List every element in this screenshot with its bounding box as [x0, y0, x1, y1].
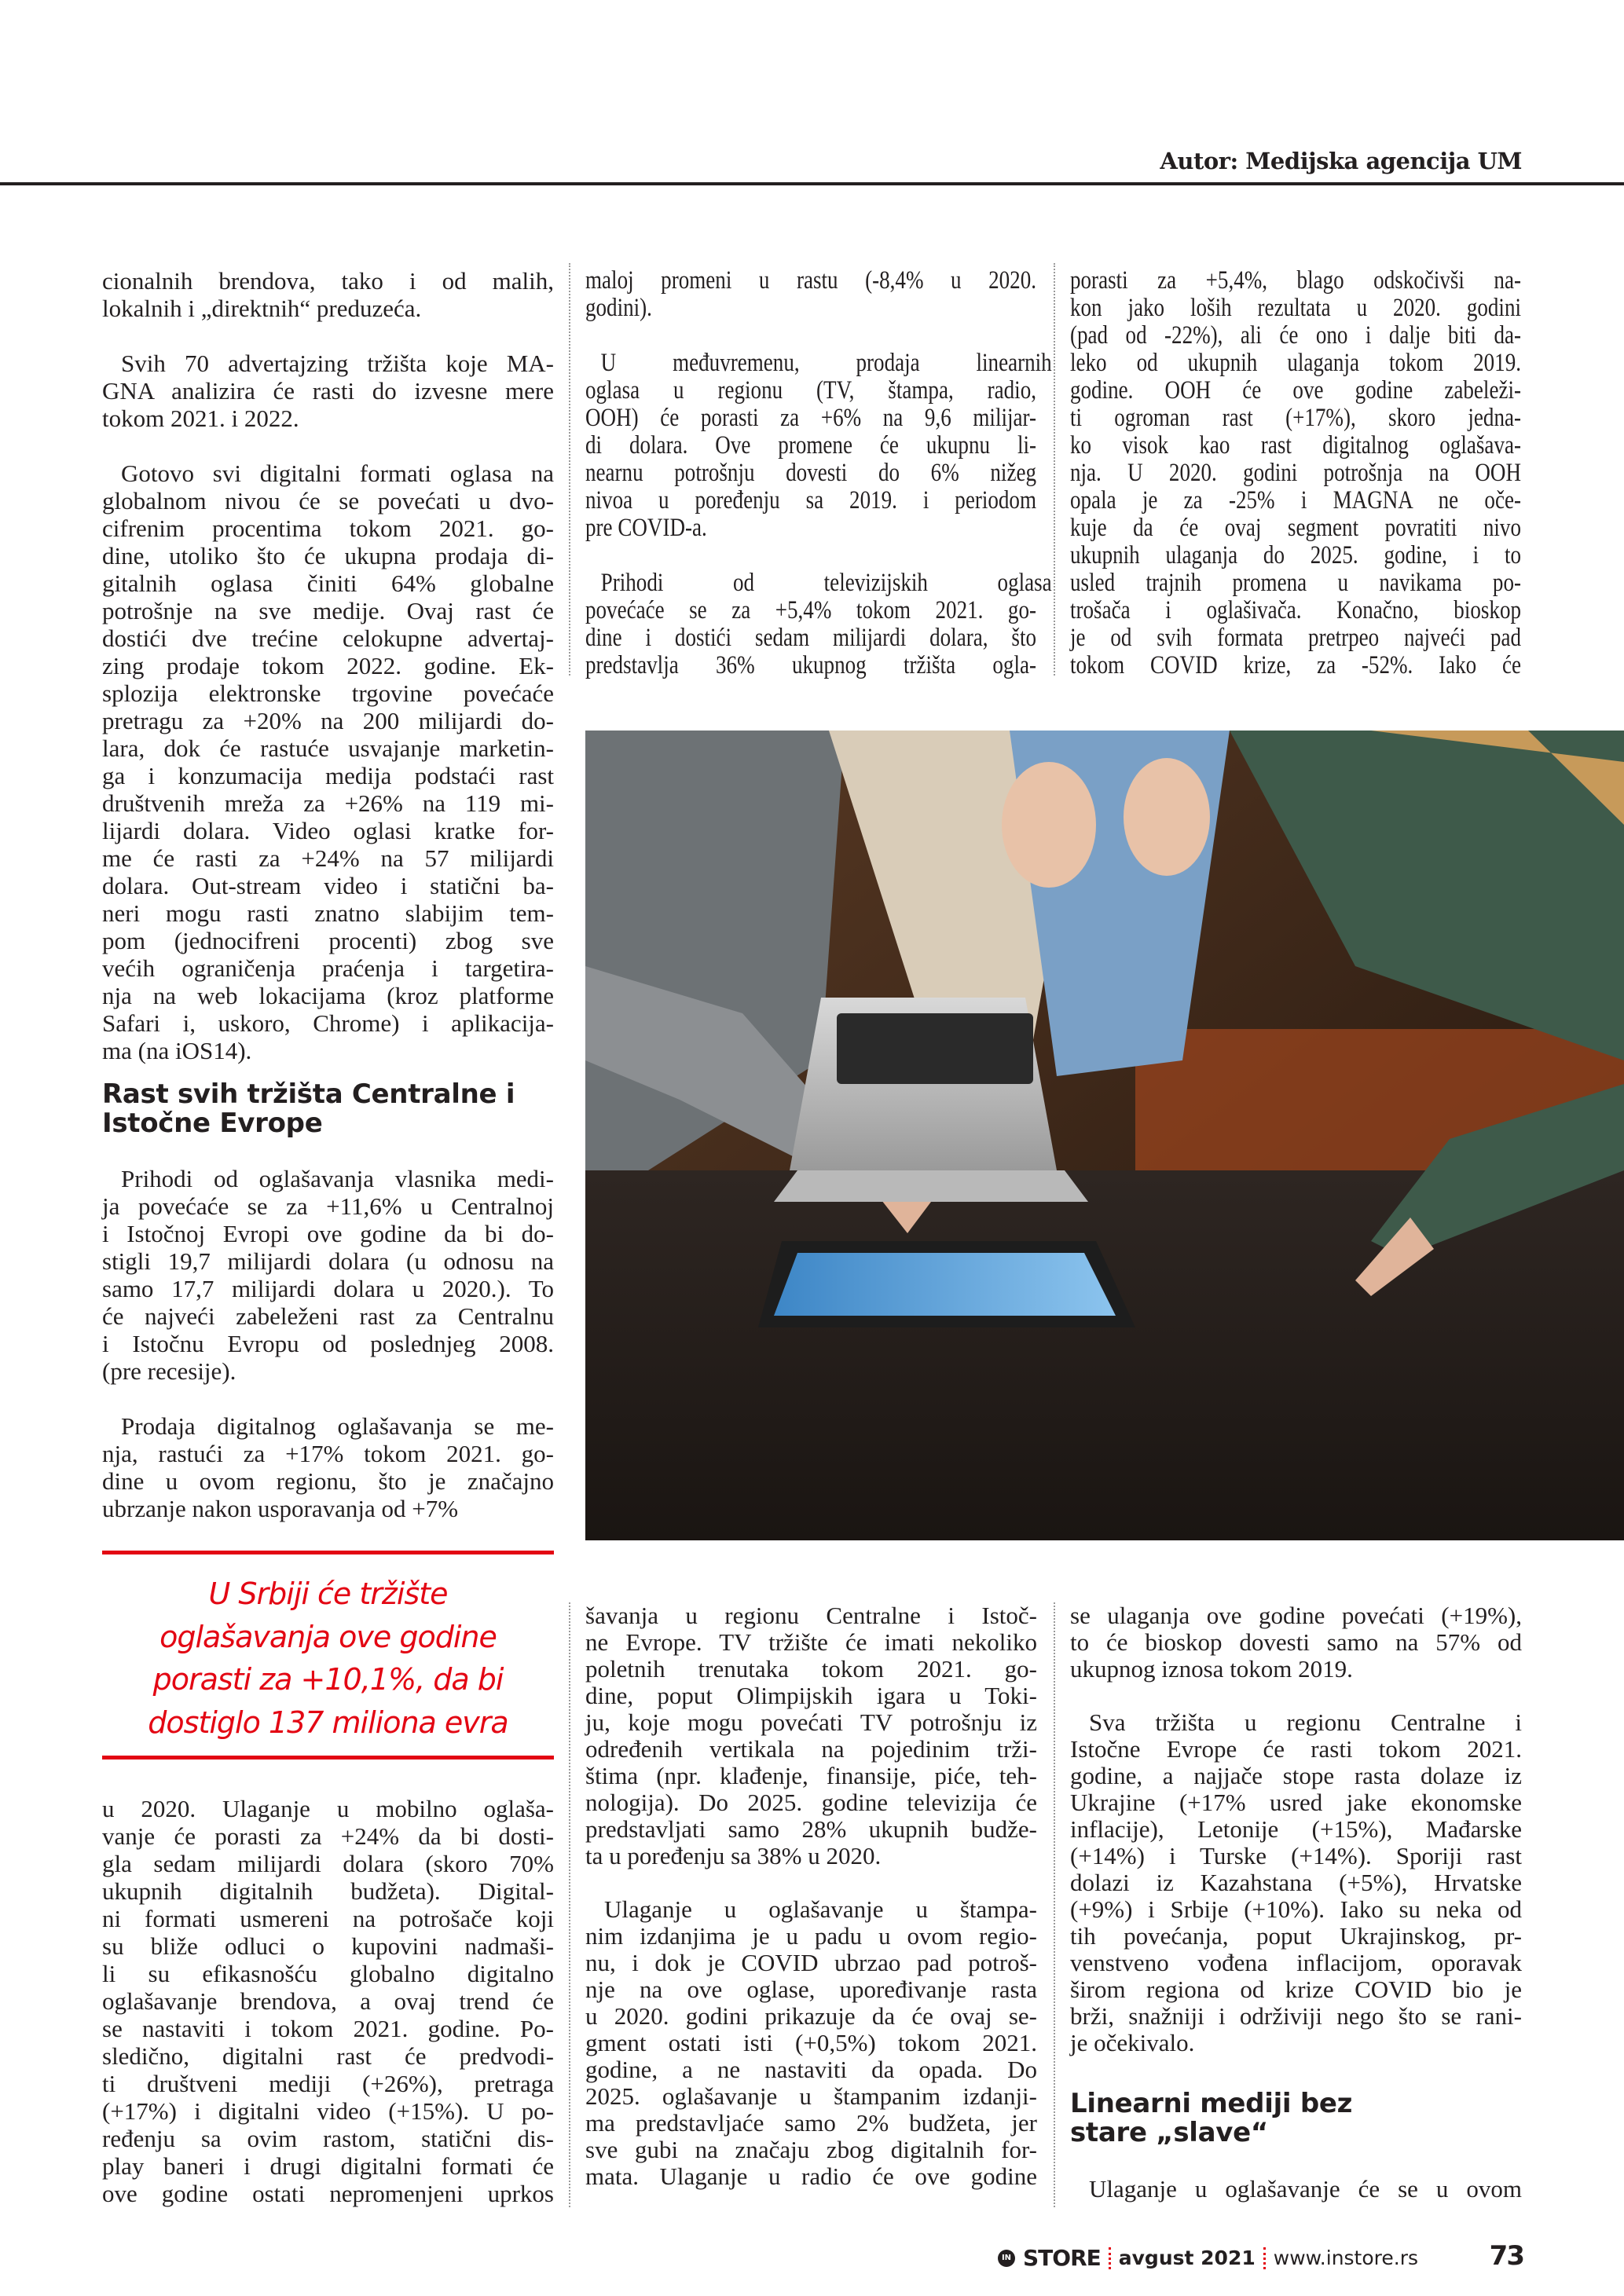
text-line: je od svih formata pretrpeo najveći pad: [1070, 624, 1521, 652]
text-line: predstavlja 36% ukupnog tržišta ogla-: [585, 651, 1036, 679]
text-line: opala je za -25% i MAGNA ne oče-: [1070, 486, 1521, 514]
photo-people-pointing-at-laptop: [585, 731, 1624, 1540]
text-line: nivoa u poređenju sa 2019. i periodom: [585, 486, 1036, 514]
text-line: trošača i oglašivača. Konačno, bioskop: [1070, 596, 1521, 624]
text-line: nearnu potrošnju dovesti do 6% nižeg: [585, 459, 1036, 487]
column-3-bottom: [1070, 1602, 1522, 2083]
pull-quote-rule-bottom: [102, 1756, 554, 1760]
text-line: gla sedam milijardi dolara (skoro 70%: [102, 1850, 554, 1877]
column-1-bottom: [102, 1795, 554, 2235]
text-line: ma predstavljaće samo 2% budžeta, jer: [585, 2109, 1037, 2137]
text-line: nja na web lokacijama (kroz platforme: [102, 982, 554, 1009]
heading-line: Istočne Evrope: [102, 1108, 323, 1139]
text-line: neri mogu rasti znatno slabijim tem-: [102, 899, 554, 927]
heading-line: U Srbiji će tržište: [208, 1576, 448, 1611]
text-line: šavanja u regionu Centralne i Istoč-: [585, 1602, 1037, 1629]
text-line: usled trajnih promena u navikama po-: [1070, 569, 1521, 597]
text-line: ju, koje mogu povećati TV potrošnju iz: [585, 1708, 1037, 1736]
text-line: play baneri i drugi digitalni formati će: [102, 2152, 554, 2180]
paragraph: [585, 1602, 1037, 1869]
text-line: venstveno vođena inflacijom, oporavak: [1070, 1949, 1522, 1976]
column-3-top: [1070, 267, 1522, 707]
text-line: sve gubi na značaju zbog digitalnih for-: [585, 2136, 1037, 2163]
text-line: pom (jednocifreni procenti) zbog sve: [102, 927, 554, 954]
paragraph: [585, 349, 1052, 542]
text-line: predstavljati samo 28% ukupnih budže-: [585, 1815, 1037, 1843]
paragraph: [102, 1165, 554, 1385]
text-line: i Istočnu Evropu od poslednjeg 2008.: [102, 1330, 554, 1357]
footer-separator: [1109, 2247, 1111, 2269]
text-line: godini).: [585, 294, 652, 322]
author-credit: Autor: Medijska agencija UM: [1160, 148, 1522, 174]
text-line: gment ostati isti (+0,5%) tokom 2021.: [585, 2029, 1037, 2056]
text-line: mata. Ulaganje u radio će ove godine: [585, 2162, 1037, 2190]
text-line: GNA analizira će rasti do izvesne mere: [102, 377, 554, 405]
text-line: nologija). Do 2025. godine televizija će: [585, 1789, 1037, 1816]
text-line: nja. U 2020. godini potrošnja na OOH: [1070, 459, 1521, 487]
column-3-end: [1070, 2176, 1522, 2229]
text-line: Ukrajine (+17% usred jake ekonomske: [1070, 1789, 1522, 1816]
text-line: samo 17,7 milijardi dolara u 2020.). To: [102, 1275, 554, 1302]
text-line: Svih 70 advertajzing tržišta koje MA-: [121, 350, 554, 377]
issue-date: avgust 2021: [1118, 2247, 1256, 2269]
text-line: (pad od -22%), ali će ono i dalje biti da-: [1070, 321, 1521, 350]
text-line: Istočne Evrope će rasti tokom 2021.: [1070, 1735, 1522, 1763]
text-line: širom regiona od krize COVID bio je: [1070, 1976, 1522, 2003]
column-divider: [569, 1602, 570, 2207]
header-rule: [0, 182, 1624, 185]
section-heading: [102, 1080, 554, 1138]
text-line: brži, snažniji i održiviji nego što se rani-: [1070, 2002, 1522, 2030]
text-line: godine, a najjače stope rasta dolaze iz: [1070, 1762, 1522, 1789]
column-2-top: [585, 266, 1052, 707]
pull-quote: [102, 1573, 554, 1744]
text-line: tokom 2021. i 2022.: [102, 405, 299, 432]
text-line: to će bioskop dovesti samo na 57% od: [1070, 1628, 1522, 1656]
text-line: 2025. oglašavanje u štampanim izdanji-: [585, 2082, 1037, 2110]
text-line: poletnih trenutaka tokom 2021. go-: [585, 1655, 1037, 1683]
text-line: Sva tržišta u regionu Centralne i: [1089, 1708, 1522, 1736]
text-line: ukupnog iznosa tokom 2019.: [1070, 1655, 1353, 1683]
text-line: dine, utoliko što će ukupna prodaja di-: [102, 542, 554, 569]
text-line: di dolara. Ove promene će ukupnu li-: [585, 431, 1036, 460]
paragraph: [102, 460, 554, 1064]
text-line: su bliže odluci o kupovini nadmaši-: [102, 1932, 554, 1960]
column-divider: [1054, 263, 1055, 676]
text-line: dine, poput Olimpijskih igara u Toki-: [585, 1682, 1037, 1709]
text-line: u 2020. godini prikazuje da će ovaj se-: [585, 2002, 1037, 2030]
text-line: ubrzanje nakon usporavanja od +7%: [102, 1495, 459, 1522]
text-line: određenih vertikala na pojedinim trži-: [585, 1735, 1037, 1763]
footer: [998, 2245, 1418, 2271]
column-divider: [569, 263, 570, 676]
text-line: dine u ovom regionu, što je značajno: [102, 1467, 554, 1495]
heading-line: porasti za +10,1%, da bi: [152, 1662, 504, 1697]
text-line: ređenju sa ovim rastom, statični dis-: [102, 2125, 554, 2152]
text-line: nim izdanjima je u padu u ovom regio-: [585, 1922, 1037, 1950]
text-line: dolazi iz Kazahstana (+5%), Hrvatske: [1070, 1869, 1522, 1896]
text-line: porasti za +5,4%, blago odskočivši na-: [1070, 266, 1521, 295]
text-line: Safari i, uskoro, Chrome) i aplikacija-: [102, 1009, 554, 1037]
text-line: pretragu za +20% na 200 milijardi do-: [102, 707, 554, 734]
text-line: oglasa u regionu (TV, štampa, radio,: [585, 376, 1036, 405]
text-line: U međuvremenu, prodaja linearnih: [600, 349, 1052, 377]
heading-line: Rast svih tržišta Centralne i: [102, 1078, 515, 1110]
text-line: se nastaviti i tokom 2021. godine. Po-: [102, 2015, 554, 2042]
text-line: kon jako loših rezultata u 2020. godini: [1070, 294, 1521, 322]
section-heading: [1070, 2089, 1522, 2148]
text-line: tokom COVID krize, za -52%. Iako će: [1070, 651, 1521, 679]
text-line: štima (npr. klađenje, finansije, piće, teh-: [585, 1762, 1037, 1789]
column-1-top: [102, 267, 554, 1092]
instore-logo-icon: IN: [998, 2250, 1015, 2267]
text-line: (pre recesije).: [102, 1357, 236, 1385]
text-line: ove godine ostati nepromenjeni uprkos: [102, 2180, 554, 2207]
text-line: lijardi dolara. Video oglasi kratke for-: [102, 817, 554, 844]
column-1-middle: [102, 1165, 554, 1550]
text-line: Gotovo svi digitalni formati oglasa na: [121, 460, 554, 487]
heading-line: stare „slave“: [1070, 2117, 1268, 2148]
text-line: nja, rastući za +17% tokom 2021. go-: [102, 1440, 554, 1467]
text-line: dostići dve trećine celokupne advertaj-: [102, 624, 554, 652]
text-line: potrošnje na sve medije. Ovaj rast će: [102, 597, 554, 624]
text-line: tih povećanja, poput Ukrajinskog, pr-: [1070, 1922, 1522, 1950]
text-line: (+14%) i Turske (+14%). Sporiji rast: [1070, 1842, 1522, 1869]
text-line: kuje da će ovaj segment povratiti nivo: [1070, 514, 1521, 542]
text-line: (+9%) i Srbije (+10%). Iako su neka od: [1070, 1895, 1522, 1923]
paragraph: [585, 569, 1052, 679]
text-line: ni formati usmereni na potrošače koji: [102, 1905, 554, 1932]
website-link[interactable]: www.instore.rs: [1273, 2247, 1419, 2269]
text-line: većih ograničenja praćenja i targetira-: [102, 954, 554, 982]
text-line: društvenih mreža za +26% na 119 mi-: [102, 789, 554, 817]
text-line: i Istočnoj Evropi ove godine da bi do-: [102, 1220, 554, 1247]
heading-line: oglašavanja ove godine: [159, 1619, 497, 1654]
text-line: ukupnih ulaganja do 2025. godine, i to: [1070, 541, 1521, 569]
text-line: stigli 19,7 milijardi dolara (u odnosu na: [102, 1247, 554, 1275]
paragraph: [102, 267, 554, 322]
text-line: Ulaganje u oglašavanje će se u ovom: [1089, 2175, 1522, 2203]
text-line: ko visok kao rast digitalnog oglašava-: [1070, 431, 1521, 460]
text-line: globalnom nivou će se povećati u dvo-: [102, 487, 554, 514]
text-line: nje na ove oglase, upoređivanje rasta: [585, 1976, 1037, 2003]
text-line: ga i konzumacija medija podstaći rast: [102, 762, 554, 789]
text-line: je očekivalo.: [1070, 2029, 1195, 2056]
text-line: dine i dostići sedam milijardi dolara, što: [585, 624, 1036, 652]
heading-line: Linearni mediji bez: [1070, 2088, 1353, 2119]
paragraph: [1070, 1709, 1522, 2056]
photo-illustration: [585, 731, 1624, 1540]
text-line: li su efikasnošću globalno digitalno: [102, 1960, 554, 1987]
text-line: ja povećaće se za +11,6% u Centralnoj: [102, 1192, 554, 1220]
text-line: me će rasti za +24% na 57 milijardi: [102, 844, 554, 872]
paragraph: [1070, 267, 1522, 679]
text-line: ma (na iOS14).: [102, 1037, 252, 1064]
text-line: Ulaganje u oglašavanje u štampa-: [604, 1895, 1037, 1923]
column-divider: [1054, 1602, 1055, 2207]
column-2-bottom: [585, 1602, 1037, 2217]
text-line: cionalnih brendova, tako i od malih,: [102, 267, 554, 295]
text-line: pre COVID-a.: [585, 514, 707, 542]
paragraph: [585, 1896, 1037, 2190]
text-line: nu, i dok je COVID ubrzao pad potroš-: [585, 1949, 1037, 1976]
text-line: oglašavanje brendova, a ovaj trend će: [102, 1987, 554, 2015]
text-line: sledično, digitalni rast će predvodi-: [102, 2042, 554, 2070]
text-line: Prodaja digitalnog oglašavanja se me-: [121, 1412, 554, 1440]
text-line: godine, a ne nastaviti da opada. Do: [585, 2056, 1037, 2083]
text-line: ti ogroman rast (+17%), skoro jedna-: [1070, 404, 1521, 432]
footer-separator: [1263, 2247, 1266, 2269]
text-line: ta u poređenju sa 38% u 2020.: [585, 1842, 882, 1869]
text-line: leko od ukupnih ulaganja tokom 2019.: [1070, 349, 1521, 377]
text-line: u 2020. Ulaganje u mobilno oglaša-: [102, 1795, 554, 1822]
text-line: vanje će porasti za +24% da bi dosti-: [102, 1822, 554, 1850]
text-line: splozija elektronske trgovine povećaće: [102, 679, 554, 707]
text-line: Prihodi od televizijskih oglasa: [600, 569, 1052, 597]
text-line: ukupnih digitalnih budžeta). Digital-: [102, 1877, 554, 1905]
paragraph: [585, 267, 1037, 322]
text-line: se ulaganja ove godine povećati (+19%),: [1070, 1602, 1522, 1629]
brand-name: STORE: [1023, 2245, 1101, 2271]
text-line: lokalnih i „direktnih“ preduzeća.: [102, 295, 422, 322]
paragraph: [102, 1412, 554, 1522]
text-line: (+17%) i digitalni video (+15%). U po-: [102, 2097, 554, 2125]
paragraph: [102, 350, 554, 432]
text-line: maloj promeni u rastu (-8,4% u 2020.: [585, 266, 1036, 295]
page-number: 73: [1489, 2240, 1523, 2272]
text-line: zing prodaje tokom 2022. godine. Ek-: [102, 652, 554, 679]
paragraph: [102, 1795, 554, 2207]
heading-line: dostiglo 137 miliona evra: [148, 1705, 508, 1740]
paragraph: [1070, 2176, 1522, 2203]
text-line: ti društveni mediji (+26%), pretraga: [102, 2070, 554, 2097]
text-line: lara, dok će rastuće usvajanje marketin-: [102, 734, 554, 762]
text-line: povećaće se za +5,4% tokom 2021. go-: [585, 596, 1036, 624]
text-line: cifrenim procentima tokom 2021. go-: [102, 514, 554, 542]
paragraph: [1070, 1602, 1522, 1683]
text-line: ne Evrope. TV tržište će imati nekoliko: [585, 1628, 1037, 1656]
text-line: godine. OOH će ove godine zabeleži-: [1070, 376, 1521, 405]
text-line: OOH) će porasti za +6% na 9,6 milijar-: [585, 404, 1036, 432]
text-line: dolara. Out-stream video i statični ba-: [102, 872, 554, 899]
pull-quote-rule-top: [102, 1551, 554, 1554]
text-line: inflacije), Letonije (+15%), Mađarske: [1070, 1815, 1522, 1843]
text-line: Prihodi od oglašavanja vlasnika medi-: [121, 1165, 554, 1192]
text-line: će najveći zabeleženi rast za Centralnu: [102, 1302, 554, 1330]
text-line: gitalnih oglasa činiti 64% globalne: [102, 569, 554, 597]
